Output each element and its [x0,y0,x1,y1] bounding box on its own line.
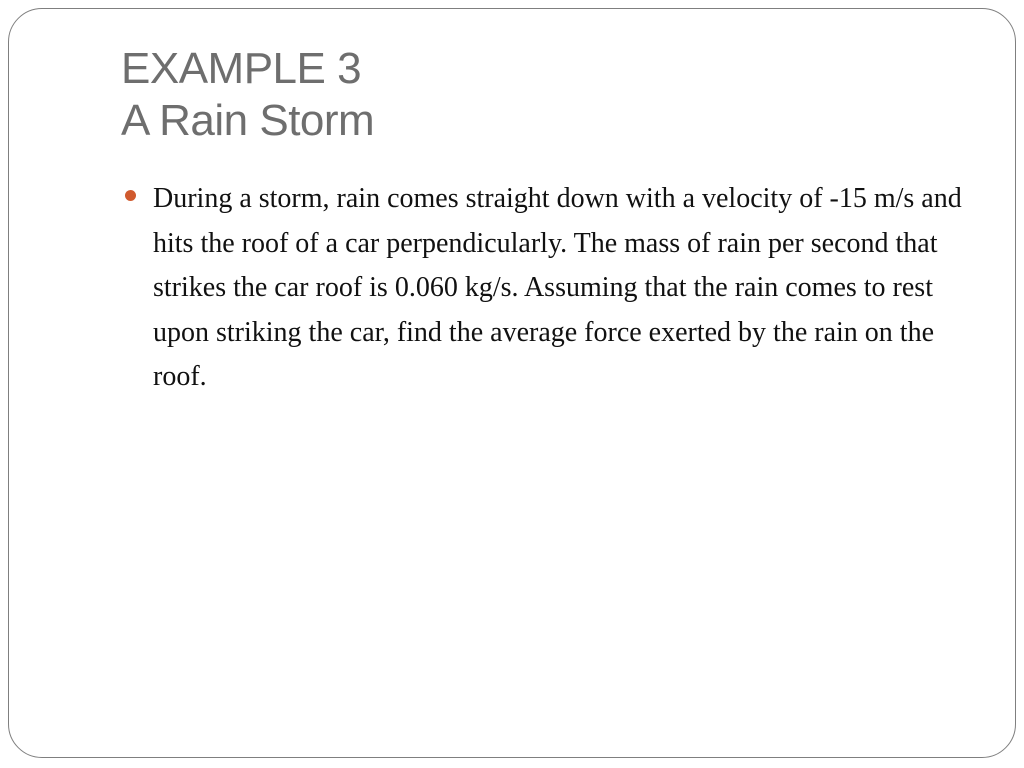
slide-title [121,43,981,147]
title-line-topic: A Rain Storm [121,96,375,145]
bullet-dot-icon [125,190,136,201]
slide [8,8,1016,758]
title-line-example: EXAMPLE 3 [121,44,362,93]
bullet-text: During a storm, rain comes straight down with a velocity of -15 m/s and hits the roof of a car perpendicularly. The mass of rain per second that strikes the car roof is 0.060 kg/s. Assuming that the rain comes to rest upon striking the car, find the average force exerted by the rain on the roof. [153,183,962,392]
bullet-item [125,177,985,400]
slide-body [125,177,985,400]
